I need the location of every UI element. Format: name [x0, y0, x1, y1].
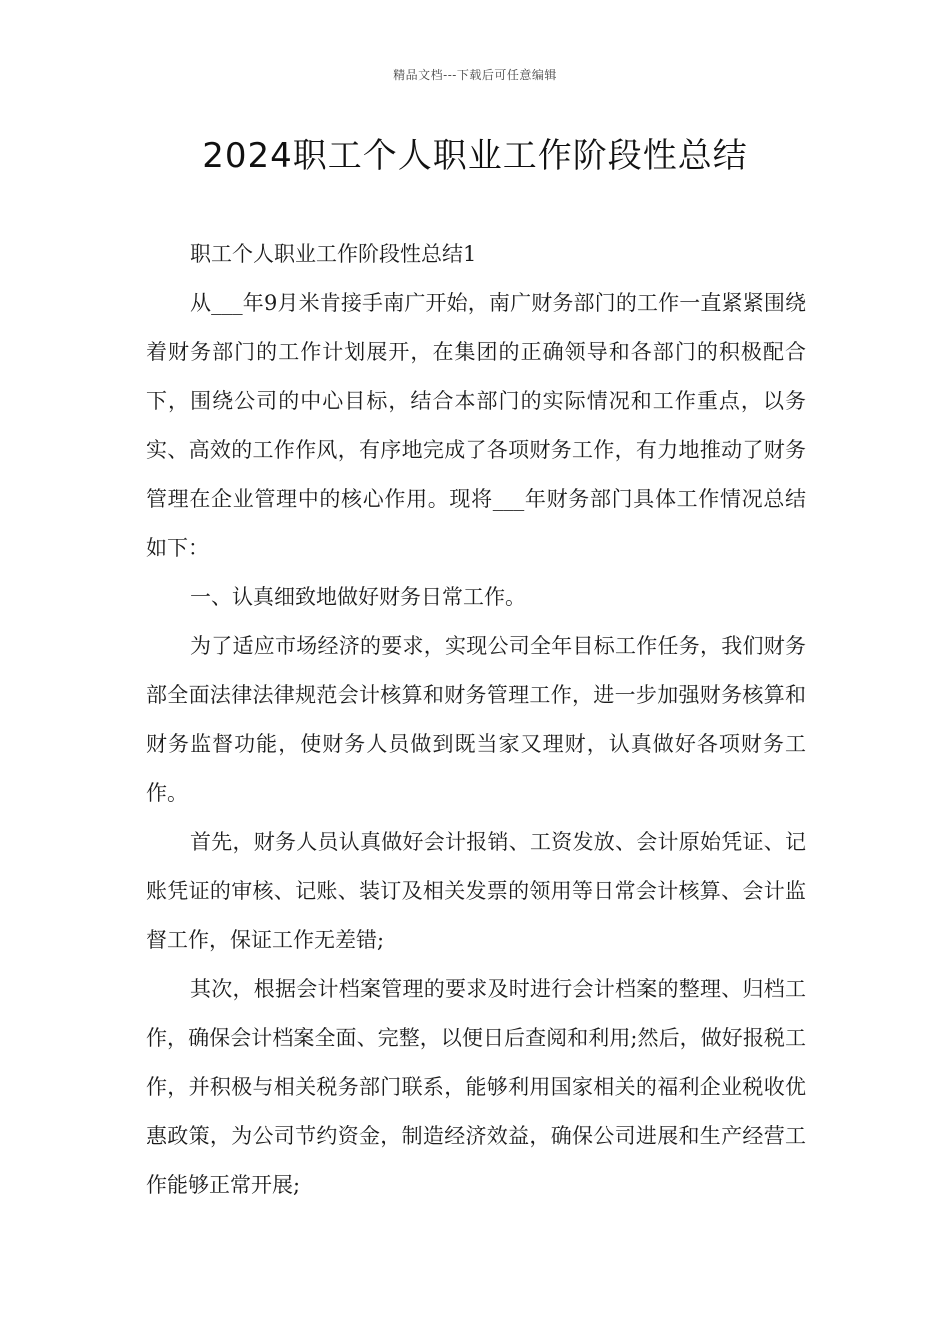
paragraph-intro: 从___年9月米肯接手南广开始，南广财务部门的工作一直紧紧围绕着财务部门的工作计划展开，在集团的正确领导和各部门的积极配合下，围绕公司的中心目标，结合本部门的实际情况和工作重点，以务实、高效的工作作风，有序地完成了各项财务工作，有力地推动了财务管理在企业管理中的核心作用。现将___年财务部门具体工作情况总结如下：: [146, 291, 806, 560]
paragraph-body: 首先，财务人员认真做好会计报销、工资发放、会计原始凭证、记账凭证的审核、记账、装订及相关发票的领用等日常会计核算、会计监督工作，保证工作无差错;: [146, 830, 806, 952]
paragraph-subtitle: 职工个人职业工作阶段性总结1: [190, 242, 477, 266]
paragraph-section-heading: 一、认真细致地做好财务日常工作。: [190, 585, 526, 609]
document-body: [146, 230, 806, 1210]
paragraph-body: 为了适应市场经济的要求，实现公司全年目标工作任务，我们财务部全面法律法律规范会计核算和财务管理工作，进一步加强财务核算和财务监督功能，使财务人员做到既当家又理财，认真做好各项财务工作。: [146, 634, 806, 805]
header-note: 精品文档---下载后可任意编辑: [393, 68, 557, 82]
paragraph-body: 其次，根据会计档案管理的要求及时进行会计档案的整理、归档工作，确保会计档案全面、完整，以便日后查阅和利用;然后，做好报税工作，并积极与相关税务部门联系，能够利用国家相关的福利企业税收优惠政策，为公司节约资金，制造经济效益，确保公司进展和生产经营工作能够正常开展;: [146, 977, 806, 1197]
document-title: 2024职工个人职业工作阶段性总结: [202, 136, 748, 176]
